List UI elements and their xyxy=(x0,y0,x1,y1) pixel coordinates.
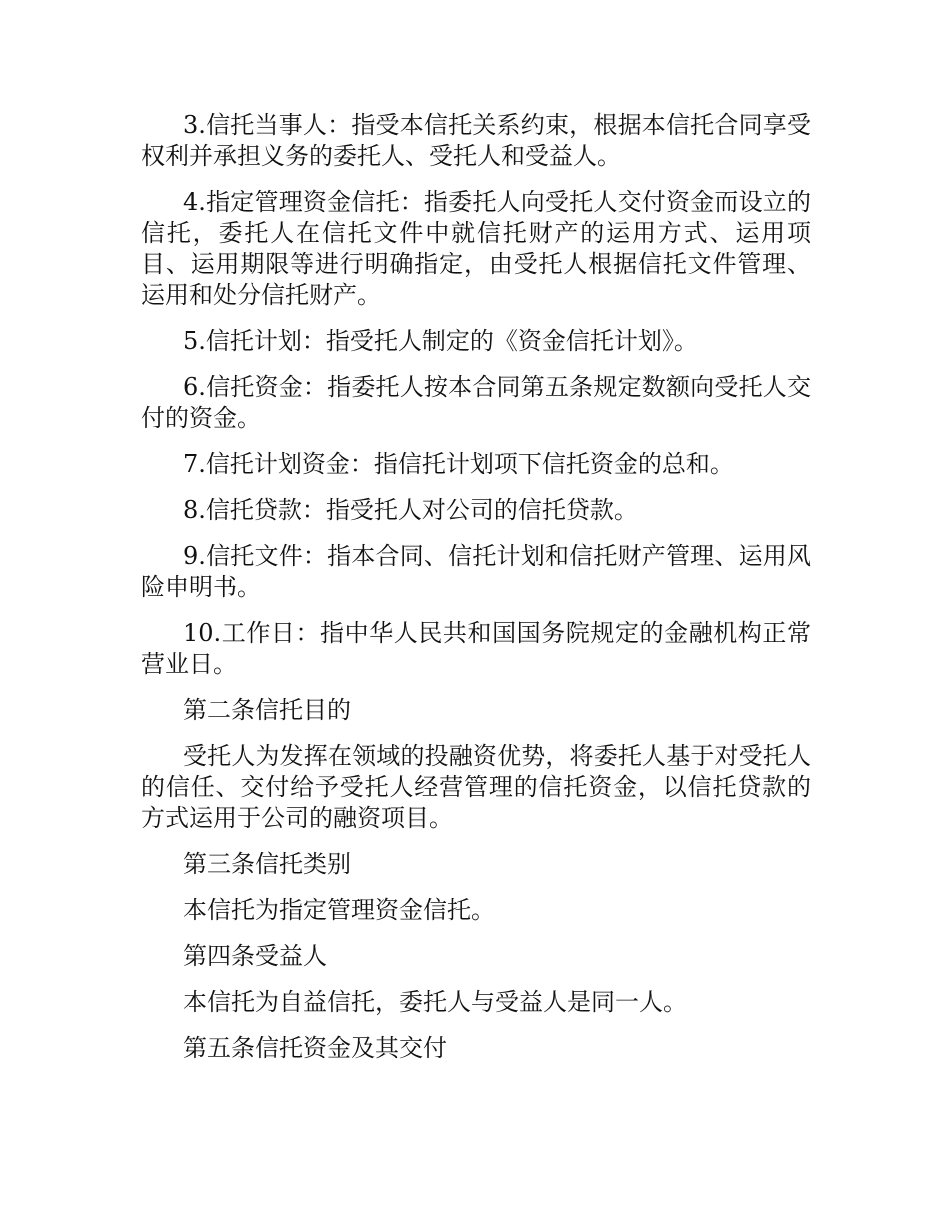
article-2-body: 受托人为发挥在领域的投融资优势，将委托人基于对受托人的信任、交付给予受托人经营管理的信托资金，以信托贷款的方式运用于公司的融资项目。 xyxy=(141,742,811,832)
paragraph-definition-8: 8.信托贷款：指受托人对公司的信托贷款。 xyxy=(183,496,638,524)
article-5-heading: 第五条信托资金及其交付 xyxy=(183,1034,447,1062)
paragraph-definition-3: 3.信托当事人：指受本信托关系约束，根据本信托合同享受权利并承担义务的委托人、受托人和受益人。 xyxy=(141,111,811,170)
paragraph-definition-6: 6.信托资金：指委托人按本合同第五条规定数额向受托人交付的资金。 xyxy=(141,373,811,432)
article-4-body: 本信托为自益信托，委托人与受益人是同一人。 xyxy=(183,988,687,1016)
paragraph-definition-5: 5.信托计划：指受托人制定的《资金信托计划》。 xyxy=(183,327,698,355)
paragraph-definition-9: 9.信托文件：指本合同、信托计划和信托财产管理、运用风险申明书。 xyxy=(141,542,811,601)
article-4-heading: 第四条受益人 xyxy=(183,942,327,970)
paragraph-definition-10: 10.工作日：指中华人民共和国国务院规定的金融机构正常营业日。 xyxy=(141,619,811,678)
paragraph-definition-7: 7.信托计划资金：指信托计划项下信托资金的总和。 xyxy=(183,450,734,478)
article-2-heading: 第二条信托目的 xyxy=(183,696,351,724)
paragraph-definition-4: 4.指定管理资金信托：指委托人向受托人交付资金而设立的信托，委托人在信托文件中就信托财产的运用方式、运用项目、运用期限等进行明确指定，由受托人根据信托文件管理、运用和处分信托财产。 xyxy=(141,188,811,309)
article-3-body: 本信托为指定管理资金信托。 xyxy=(183,896,495,924)
article-3-heading: 第三条信托类别 xyxy=(183,850,351,878)
document-body xyxy=(141,110,811,1079)
